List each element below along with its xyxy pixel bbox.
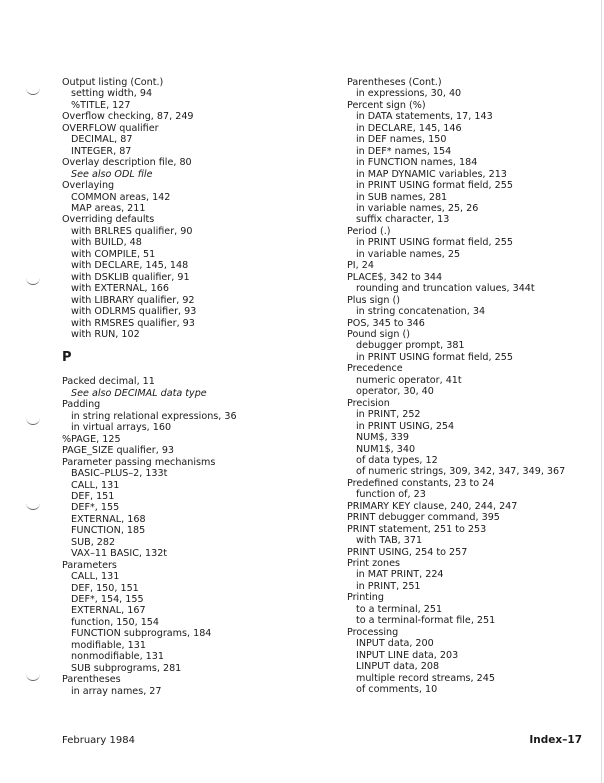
index-entry: Plus sign () bbox=[347, 294, 400, 306]
index-entry: Processing bbox=[347, 626, 399, 638]
index-subentry: in DEF names, 150 bbox=[356, 134, 447, 146]
index-subentry: in variable names, 25, 26 bbox=[356, 202, 479, 214]
index-subentry: NUM1$, 340 bbox=[356, 443, 416, 455]
index-subentry: NUM$, 339 bbox=[356, 432, 409, 444]
page-edge bbox=[601, 0, 602, 783]
index-subentry: with BUILD, 48 bbox=[71, 237, 142, 249]
index-subentry: operator, 30, 40 bbox=[356, 386, 434, 398]
index-entry: PI, 24 bbox=[347, 260, 374, 272]
index-subentry: DEF, 150, 151 bbox=[71, 582, 139, 594]
index-entry: Overlaying bbox=[62, 180, 115, 192]
index-subentry: of numeric strings, 309, 342, 347, 349, 367 bbox=[356, 466, 566, 478]
index-subentry: DEF, 151 bbox=[71, 490, 115, 502]
index-entry: Overflow checking, 87, 249 bbox=[62, 111, 194, 123]
index-subentry: See also ODL file bbox=[71, 168, 153, 180]
index-entry: Pound sign () bbox=[347, 328, 410, 340]
index-subentry: in virtual arrays, 160 bbox=[71, 422, 172, 434]
index-subentry: EXTERNAL, 168 bbox=[71, 513, 146, 525]
index-subentry: DEF*, 155 bbox=[71, 502, 120, 514]
index-entry: Precedence bbox=[347, 363, 403, 375]
index-subentry: INTEGER, 87 bbox=[71, 145, 132, 157]
footer-date: February 1984 bbox=[62, 735, 135, 746]
index-subentry: in array names, 27 bbox=[71, 685, 162, 697]
index-subentry: SUB subprograms, 281 bbox=[71, 662, 182, 674]
index-entry: Parameters bbox=[62, 559, 117, 571]
index-subentry: in SUB names, 281 bbox=[356, 191, 448, 203]
footer-page-number: Index–17 bbox=[529, 734, 582, 746]
index-entry: Parentheses bbox=[62, 674, 121, 686]
index-subentry: to a terminal, 251 bbox=[356, 603, 443, 615]
index-entry: Parentheses (Cont.) bbox=[347, 77, 442, 88]
index-subentry: with RUN, 102 bbox=[71, 328, 140, 340]
index-entry: PRINT statement, 251 to 253 bbox=[347, 523, 487, 535]
index-subentry: DEF*, 154, 155 bbox=[71, 594, 144, 606]
index-subentry: setting width, 94 bbox=[71, 88, 153, 100]
index-subentry: EXTERNAL, 167 bbox=[71, 605, 146, 617]
index-subentry: CALL, 131 bbox=[71, 479, 120, 491]
index-entry: Period (.) bbox=[347, 225, 391, 237]
index-subentry: COMMON areas, 142 bbox=[71, 191, 171, 203]
index-subentry: in MAT PRINT, 224 bbox=[356, 569, 444, 581]
index-subentry: SUB, 282 bbox=[71, 536, 116, 548]
index-subentry: INPUT LINE data, 203 bbox=[356, 649, 459, 661]
index-entry: PRINT USING, 254 to 257 bbox=[347, 546, 468, 558]
index-subentry: VAX–11 BASIC, 132t bbox=[71, 548, 168, 560]
index-subentry: nonmodifiable, 131 bbox=[71, 651, 164, 663]
index-subentry: INPUT data, 200 bbox=[356, 638, 434, 650]
index-subentry: suffix character, 13 bbox=[356, 214, 450, 226]
index-subentry: of comments, 10 bbox=[356, 684, 438, 696]
index-column-right bbox=[347, 77, 597, 695]
index-entry: PRIMARY KEY clause, 240, 244, 247 bbox=[347, 500, 518, 512]
binding-mark bbox=[26, 674, 40, 681]
index-subentry: function of, 23 bbox=[356, 489, 426, 501]
index-subentry: FUNCTION, 185 bbox=[71, 525, 146, 537]
index-subentry: DECIMAL, 87 bbox=[71, 134, 133, 146]
index-subentry: LINPUT data, 208 bbox=[356, 661, 440, 673]
index-subentry: numeric operator, 41t bbox=[356, 374, 462, 386]
index-subentry: in expressions, 30, 40 bbox=[356, 88, 462, 100]
index-subentry: %TITLE, 127 bbox=[71, 99, 131, 111]
index-entry: Percent sign (%) bbox=[347, 99, 426, 111]
index-subentry: with RMSRES qualifier, 93 bbox=[71, 317, 195, 329]
index-subentry: See also DECIMAL data type bbox=[71, 387, 207, 399]
index-subentry: with ODLRMS qualifier, 93 bbox=[71, 306, 197, 318]
binding-mark bbox=[26, 278, 40, 285]
index-subentry: with LIBRARY qualifier, 92 bbox=[71, 294, 195, 306]
index-subentry: in DECLARE, 145, 146 bbox=[356, 122, 462, 134]
index-entry: PAGE_SIZE qualifier, 93 bbox=[62, 445, 175, 457]
index-subentry: of data types, 12 bbox=[356, 454, 438, 466]
index-subentry: in PRINT USING format field, 255 bbox=[356, 237, 513, 249]
binding-mark bbox=[26, 88, 40, 95]
index-subentry: in MAP DYNAMIC variables, 213 bbox=[356, 168, 507, 180]
index-entry: %PAGE, 125 bbox=[62, 433, 121, 445]
index-subentry: function, 150, 154 bbox=[71, 616, 160, 628]
index-entry: Overriding defaults bbox=[62, 214, 155, 226]
index-subentry: modifiable, 131 bbox=[71, 639, 146, 651]
index-entry: Precision bbox=[347, 397, 390, 409]
index-subentry: in PRINT, 251 bbox=[356, 580, 421, 592]
index-entry: Predefined constants, 23 to 24 bbox=[347, 477, 495, 489]
index-entry: Printing bbox=[347, 592, 384, 604]
index-subentry: multiple record streams, 245 bbox=[356, 672, 495, 684]
index-subentry: FUNCTION subprograms, 184 bbox=[71, 628, 212, 640]
index-subentry: with TAB, 371 bbox=[356, 535, 423, 547]
index-entry: Padding bbox=[62, 399, 101, 411]
index-subentry: in PRINT USING, 254 bbox=[356, 420, 455, 432]
index-subentry: in string relational expressions, 36 bbox=[71, 410, 237, 422]
index-entry: Packed decimal, 11 bbox=[62, 376, 155, 388]
index-column-left bbox=[62, 77, 332, 697]
index-entry: PRINT debugger command, 395 bbox=[347, 512, 500, 524]
index-subentry: debugger prompt, 381 bbox=[356, 340, 465, 352]
index-subentry: CALL, 131 bbox=[71, 571, 120, 583]
index-subentry: MAP areas, 211 bbox=[71, 202, 146, 214]
index-entry: PLACE$, 342 to 344 bbox=[347, 271, 443, 283]
index-subentry: in FUNCTION names, 184 bbox=[356, 157, 478, 169]
index-entry: Parameter passing mechanisms bbox=[62, 456, 216, 468]
index-entry: OVERFLOW qualifier bbox=[62, 122, 159, 134]
index-subentry: with DECLARE, 145, 148 bbox=[71, 260, 189, 272]
index-entry: POS, 345 to 346 bbox=[347, 317, 425, 329]
index-subentry: to a terminal-format file, 251 bbox=[356, 615, 496, 627]
index-subentry: with COMPILE, 51 bbox=[71, 248, 156, 260]
index-subentry: in variable names, 25 bbox=[356, 248, 461, 260]
index-subentry: in string concatenation, 34 bbox=[356, 306, 486, 318]
binding-mark bbox=[26, 418, 40, 425]
index-subentry: in PRINT USING format field, 255 bbox=[356, 180, 513, 192]
index-entry: Overlay description file, 80 bbox=[62, 157, 192, 169]
index-subentry: with DSKLIB qualifier, 91 bbox=[71, 271, 190, 283]
index-subentry: rounding and truncation values, 344t bbox=[356, 283, 535, 295]
index-subentry: in PRINT USING format field, 255 bbox=[356, 351, 513, 363]
index-subentry: in PRINT, 252 bbox=[356, 409, 421, 421]
binding-mark bbox=[26, 503, 40, 510]
index-subentry: with BRLRES qualifier, 90 bbox=[71, 225, 193, 237]
index-entry: Output listing (Cont.) bbox=[62, 77, 164, 88]
index-subentry: with EXTERNAL, 166 bbox=[71, 283, 169, 295]
index-subentry: in DATA statements, 17, 143 bbox=[356, 111, 493, 123]
section-letter-heading: P bbox=[62, 350, 72, 366]
index-entry: Print zones bbox=[347, 558, 401, 570]
index-subentry: in DEF* names, 154 bbox=[356, 145, 452, 157]
index-subentry: BASIC–PLUS–2, 133t bbox=[71, 468, 168, 480]
